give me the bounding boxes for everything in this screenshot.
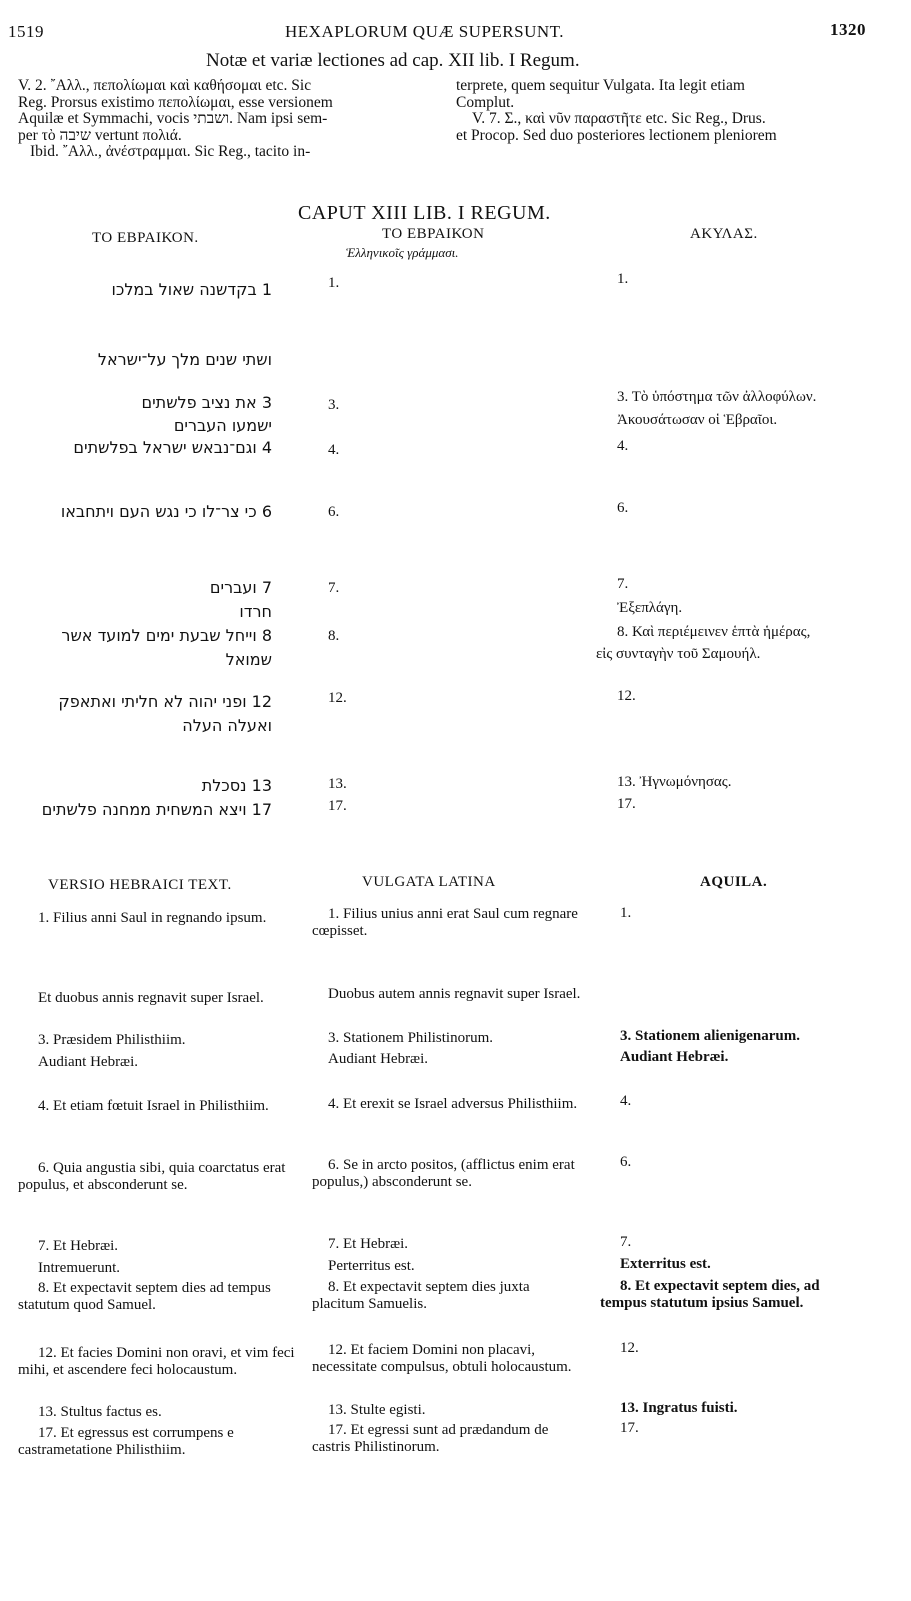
aquila-greek-line: 12. bbox=[617, 688, 636, 704]
hebrew-line: 1 בקדשנה שאול במלכו bbox=[111, 280, 272, 299]
aquila-latin-text: 17. bbox=[620, 1420, 639, 1436]
aquila-latin-text: 12. bbox=[620, 1340, 639, 1356]
aquila-latin-text: Audiant Hebræi. bbox=[620, 1049, 729, 1065]
hebrew-line: שמואל bbox=[225, 650, 272, 669]
vulgata-text: 8. Et expectavit septem dies juxta placitum Samuelis. bbox=[312, 1279, 530, 1312]
versio-text: 8. Et expectavit septem dies ad tempus statutum quod Samuel. bbox=[18, 1280, 271, 1313]
note-line: per τὸ שיבה vertunt πολιά. bbox=[18, 126, 182, 144]
aquila-latin-text: 6. bbox=[620, 1154, 632, 1170]
aquila-latin-text: 13. Ingratus fuisti. bbox=[620, 1400, 738, 1416]
aquila-latin-text: 3. Stationem alienigenarum. bbox=[620, 1028, 800, 1044]
versio-text: Audiant Hebræi. bbox=[38, 1054, 138, 1070]
column-header-versio: VERSIO HEBRAICI TEXT. bbox=[48, 877, 232, 893]
hebrew-line: 3 את נציב פלשתים bbox=[141, 393, 272, 412]
aquila-greek-line: 3. Τὸ ὑπόστημα τῶν ἀλλοφύλων. bbox=[617, 389, 817, 405]
verse-number: 4. bbox=[328, 442, 340, 458]
versio-text: 12. Et facies Domini non oravi, et vim feci mihi, et ascendere feci holocaustum. bbox=[18, 1345, 295, 1378]
notes-left-column bbox=[18, 78, 333, 161]
hebrew-line: 13 נסכלת bbox=[201, 776, 272, 795]
aquila-greek-line: 17. bbox=[617, 796, 636, 812]
aquila-greek-line: 13. Ἠγνωμόνησας. bbox=[617, 774, 732, 790]
aquila-latin-text: 7. bbox=[620, 1234, 632, 1250]
versio-text: 1. Filius anni Saul in regnando ipsum. bbox=[38, 910, 267, 926]
column-header-transliterated: ΤΟ ΕΒΡΑΙΚΟΝ bbox=[382, 226, 485, 242]
note-line: Ibid. ῎Αλλ., ἀνέστραμμαι. Sic Reg., tacito in- bbox=[30, 143, 311, 160]
aquila-latin-text: 4. bbox=[620, 1093, 632, 1109]
aquila-greek-line: 1. bbox=[617, 271, 629, 287]
versio-text: 4. Et etiam fœtuit Israel in Philisthiim. bbox=[38, 1098, 269, 1114]
verse-number: 7. bbox=[328, 580, 340, 596]
versio-text: 3. Præsidem Philisthiim. bbox=[38, 1032, 186, 1048]
hebrew-line: 4 וגם־נבאש ישראל בפלשתים bbox=[73, 438, 272, 457]
aquila-greek-line: 8. Καὶ περιέμεινεν ἑπτὰ ἡμέρας, bbox=[617, 624, 811, 640]
verse-number: 6. bbox=[328, 504, 340, 520]
hebrew-line: ישמעו העברים bbox=[173, 416, 272, 435]
versio-text: Intremuerunt. bbox=[38, 1260, 121, 1276]
aquila-greek-line: 6. bbox=[617, 500, 629, 516]
verse-number: 12. bbox=[328, 690, 347, 706]
versio-text: 17. Et egressus est corrumpens e castrametatione Philisthiim. bbox=[18, 1425, 234, 1458]
verse-number: 1. bbox=[328, 275, 340, 291]
note-line: V. 2. ῎Αλλ., πεπολίωμαι καὶ καθήσομαι etc. Sic bbox=[18, 77, 312, 94]
vulgata-text: Audiant Hebræi. bbox=[328, 1051, 428, 1067]
aquila-greek-line: Ἀκουσάτωσαν οἱ Ἑβραῖοι. bbox=[617, 412, 778, 428]
versio-text: 6. Quia angustia sibi, quia coarctatus erat populus, et absconderunt se. bbox=[18, 1160, 286, 1193]
page-number-right: 1320 bbox=[830, 20, 866, 39]
hebrew-line: 8 וייחל שבעת ימים למועד אשר bbox=[61, 626, 272, 645]
note-line: Complut. bbox=[456, 93, 515, 111]
vulgata-text: 3. Stationem Philistinorum. bbox=[328, 1030, 494, 1046]
aquila-greek-line: 7. bbox=[617, 576, 629, 592]
note-line: et Procop. Sed duo posteriores lectionem pleniorem bbox=[456, 126, 777, 144]
note-line: V. 7. Σ., καὶ νῦν παραστῆτε etc. Sic Reg., Drus. bbox=[472, 110, 766, 127]
column-subheader-transliterated: Ἑλληνικοῖς γράμμασι. bbox=[346, 245, 459, 260]
note-line: Reg. Prorsus existimo πεπολίωμαι, esse versionem bbox=[18, 93, 333, 111]
column-header-vulgata: VULGATA LATINA bbox=[362, 874, 496, 890]
vulgata-text: Perterritus est. bbox=[328, 1258, 415, 1274]
note-line: Aquilæ et Symmachi, vocis ושבתי. Nam ipsi sem- bbox=[18, 110, 328, 127]
versio-text: 13. Stultus factus es. bbox=[38, 1404, 162, 1420]
hebrew-line: ואעלה העלה bbox=[182, 716, 272, 735]
column-header-hebrew: ΤΟ ΕΒΡΑΙΚΟΝ. bbox=[92, 230, 199, 246]
vulgata-text: 6. Se in arcto positos, (afflictus enim erat populus,) absconderunt se. bbox=[312, 1157, 575, 1190]
verse-number: 17. bbox=[328, 798, 347, 814]
versio-text: 7. Et Hebræi. bbox=[38, 1238, 118, 1254]
column-header-aquila-greek: ΑΚΥΛΑΣ. bbox=[690, 226, 758, 242]
vulgata-text: 4. Et erexit se Israel adversus Philisthiim. bbox=[328, 1096, 578, 1112]
note-line: terprete, quem sequitur Vulgata. Ita legit etiam bbox=[456, 77, 745, 94]
hebrew-line: חרדו bbox=[239, 602, 272, 621]
hebrew-line: ושתי שנים מלך על־ישראל bbox=[97, 350, 272, 369]
aquila-greek-line: 4. bbox=[617, 438, 629, 454]
hebrew-line: 12 ופני יהוה לא חליתי ואתאפק bbox=[58, 692, 272, 711]
hebrew-line: 17 ויצא המשחית ממחנה פלשתים bbox=[41, 800, 272, 819]
chapter-title: CAPUT XIII LIB. I REGUM. bbox=[298, 202, 551, 224]
aquila-latin-text: 8. Et expectavit septem dies, ad tempus statutum ipsius Samuel. bbox=[600, 1278, 820, 1311]
aquila-greek-line: εἰς συνταγὴν τοῦ Σαμουήλ. bbox=[596, 646, 761, 662]
vulgata-text: 17. Et egressi sunt ad prædandum de castris Philistinorum. bbox=[312, 1422, 549, 1455]
verse-number: 3. bbox=[328, 397, 340, 413]
vulgata-text: 7. Et Hebræi. bbox=[328, 1236, 408, 1252]
notes-subtitle: Notæ et variæ lectiones ad cap. XII lib. I Regum. bbox=[206, 50, 580, 71]
vulgata-text: Duobus autem annis regnavit super Israel. bbox=[328, 986, 581, 1002]
vulgata-text: 12. Et faciem Domini non placavi, necessitate compulsus, obtuli holocaustum. bbox=[312, 1342, 572, 1375]
verse-number: 8. bbox=[328, 628, 340, 644]
page-number-left: 1519 bbox=[8, 22, 44, 41]
hebrew-line: 6 כי צר־לו כי נגש העם ויתחבאו bbox=[60, 502, 272, 521]
aquila-latin-text: 1. bbox=[620, 905, 632, 921]
running-title: HEXAPLORUM QUÆ SUPERSUNT. bbox=[285, 22, 565, 41]
aquila-greek-line: Ἐξεπλάγη. bbox=[617, 600, 683, 616]
verse-number: 13. bbox=[328, 776, 347, 792]
notes-right-column bbox=[456, 78, 777, 144]
vulgata-text: 13. Stulte egisti. bbox=[328, 1402, 426, 1418]
column-header-aquila-latin: AQUILA. bbox=[700, 874, 768, 890]
aquila-latin-text: Exterritus est. bbox=[620, 1256, 711, 1272]
versio-text: Et duobus annis regnavit super Israel. bbox=[38, 990, 264, 1006]
hebrew-line: 7 ועברים bbox=[209, 578, 272, 597]
vulgata-text: 1. Filius unius anni erat Saul cum regnare cœpisset. bbox=[312, 906, 578, 939]
